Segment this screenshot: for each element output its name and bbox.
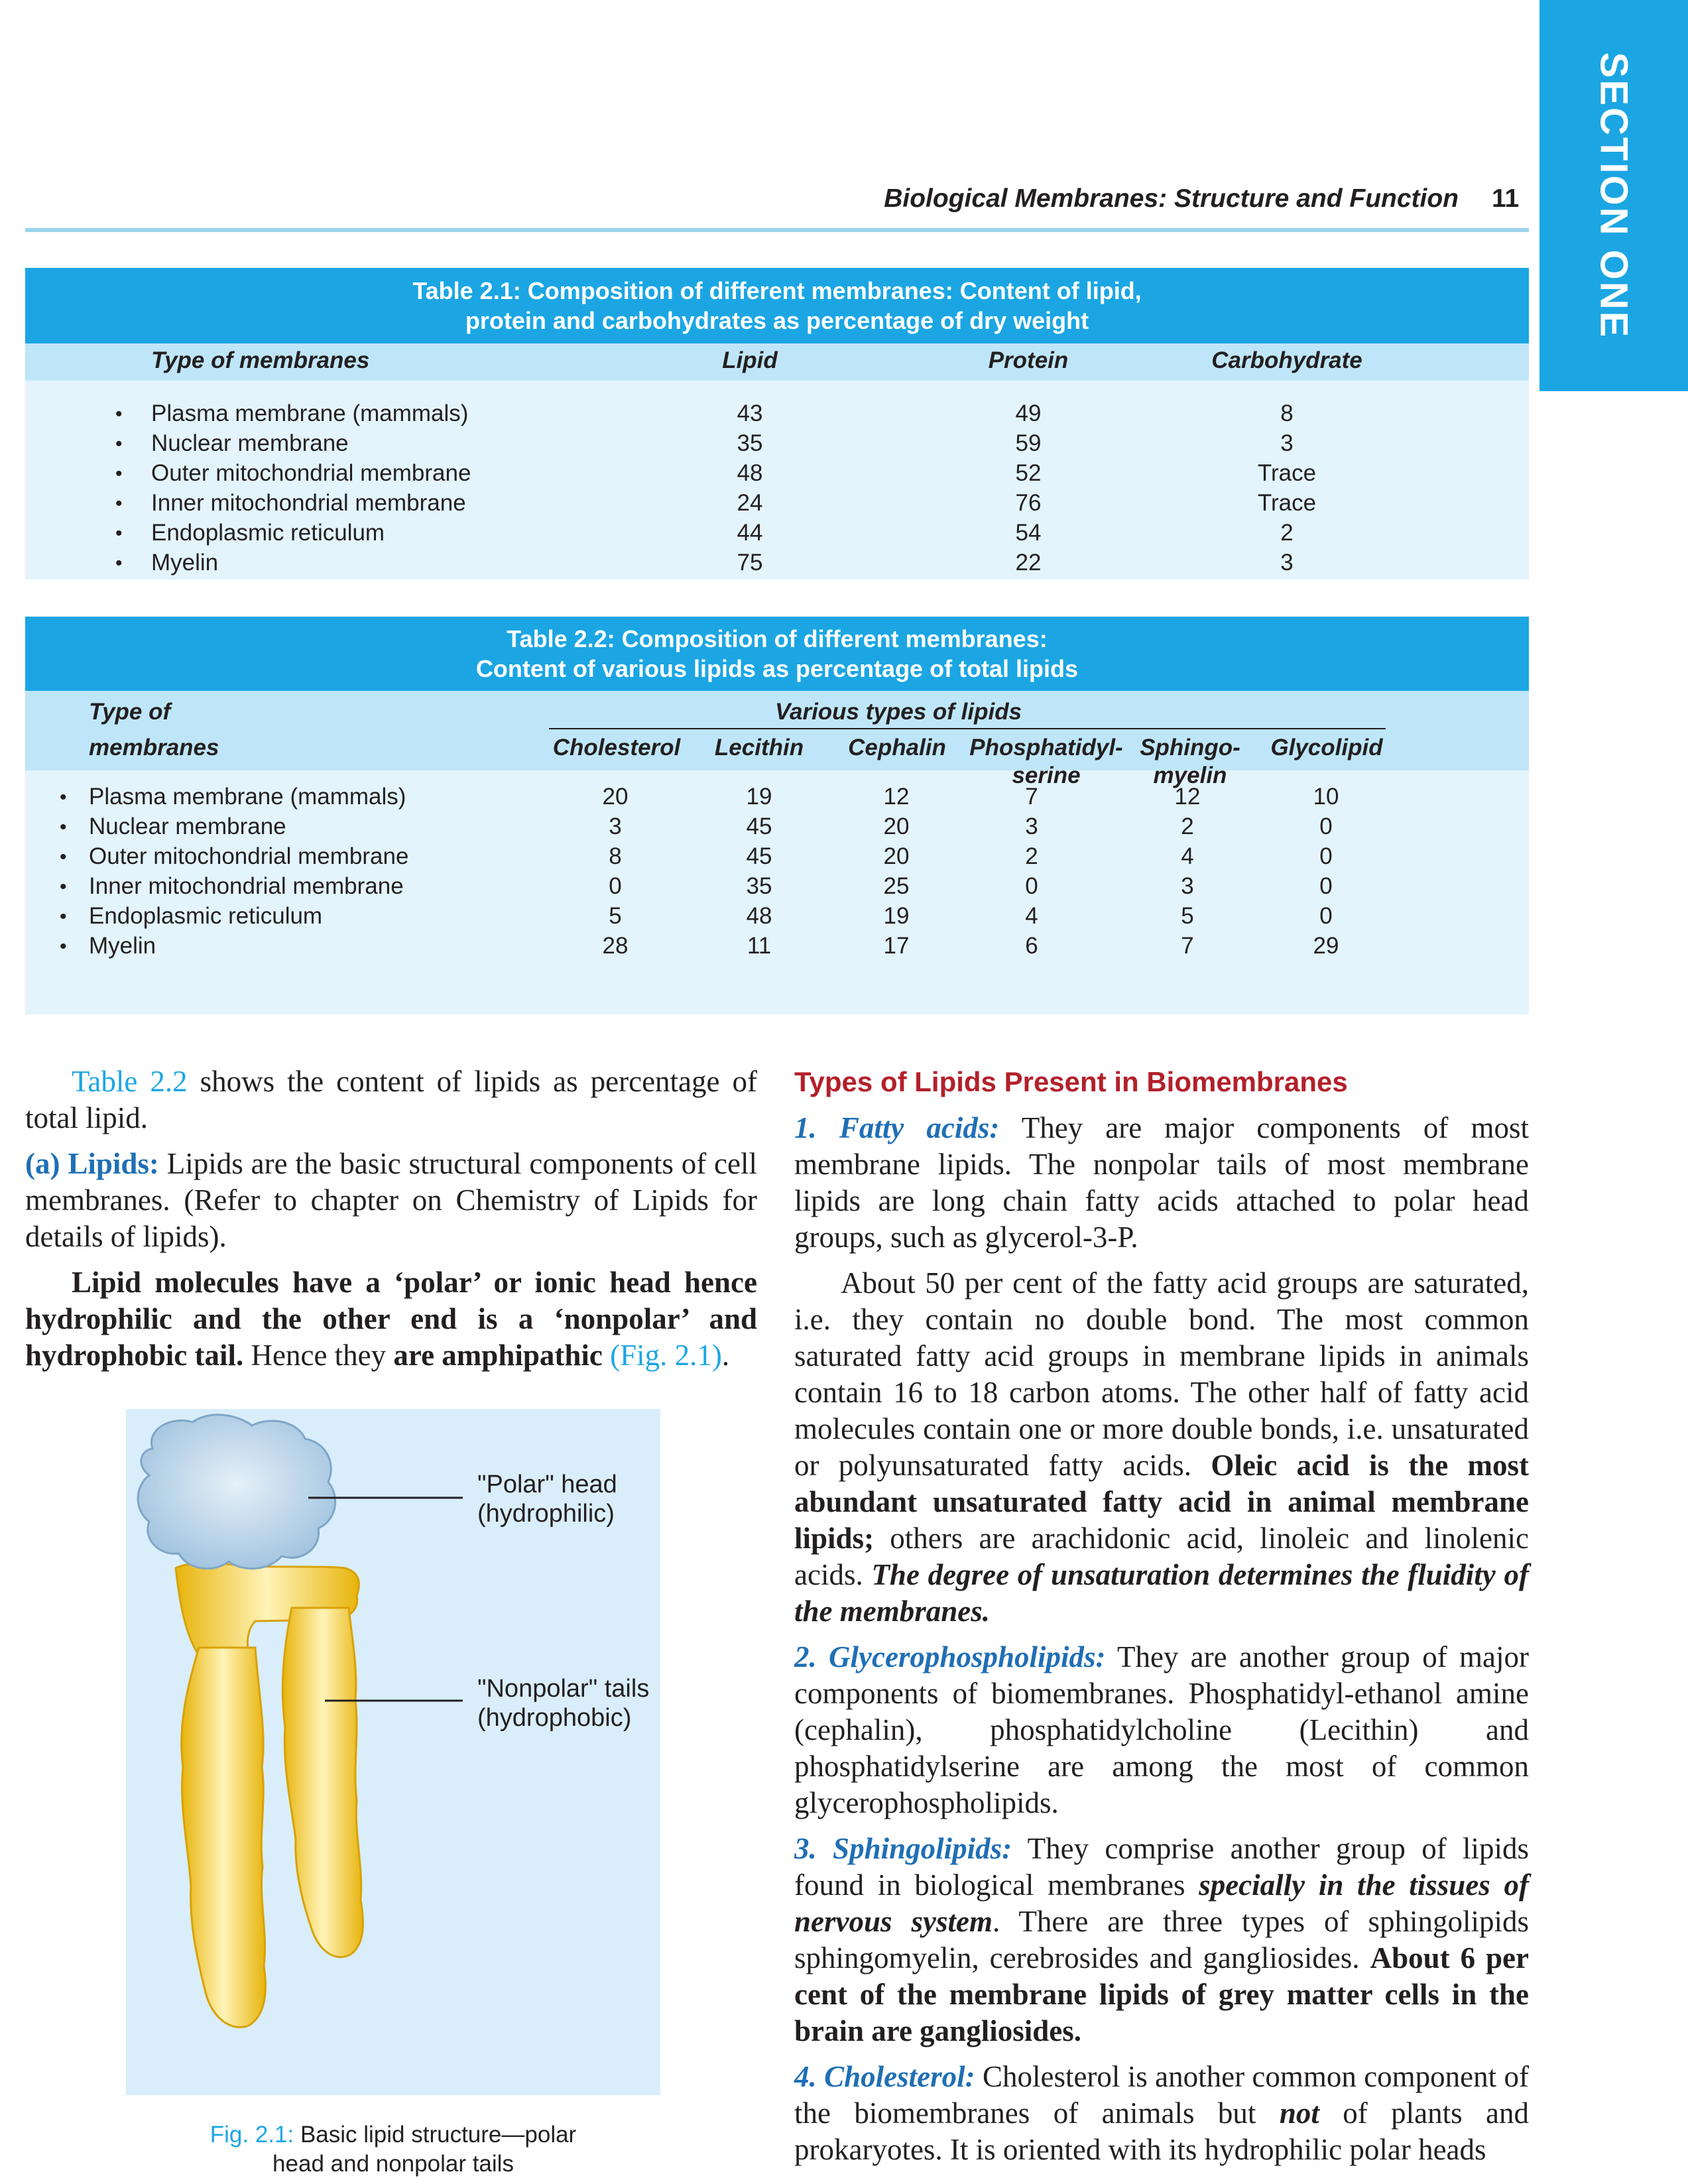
paragraph-text: They comprise another group of lipids found in biological membranes	[794, 1832, 1529, 1902]
table-reference[interactable]: Table 2.2	[72, 1065, 188, 1098]
table-cell: 19	[746, 784, 772, 810]
caption-line: head and nonpolar tails	[272, 2151, 514, 2177]
label-line: "Polar" head	[477, 1471, 617, 1498]
table-cell: 0	[609, 873, 622, 899]
table-cell: 0	[1319, 814, 1333, 839]
label-line: (hydrophilic)	[477, 1500, 615, 1528]
paragraph	[794, 1639, 1529, 1821]
left-tail	[182, 1648, 266, 2028]
table-cell: 11	[747, 933, 772, 959]
bullet: •	[115, 522, 123, 544]
paragraph	[25, 1063, 757, 1136]
table-row	[25, 814, 1529, 843]
table-cell: 28	[602, 933, 629, 959]
table-cell: 52	[1015, 460, 1042, 486]
paragraph-text: They are another group of major components of biomembranes. Phosphatidyl-ethanol amine (cephalin), phosphatidylcholine (Lecithin) and phosphatidylserine are among the most of common glycerophospholipids.	[794, 1640, 1529, 1819]
caption-text: Basic lipid structure—polar	[294, 2122, 577, 2148]
paragraph	[25, 1146, 757, 1255]
label-line: "Nonpolar" tails	[477, 1675, 650, 1703]
table-cell: 19	[883, 903, 910, 929]
table-row	[25, 873, 1529, 903]
membrane-name: Endoplasmic reticulum	[151, 520, 385, 546]
table-cell: 76	[1015, 490, 1042, 516]
table-cell: 7	[1025, 784, 1038, 810]
table-cell: 7	[1181, 933, 1194, 959]
membrane-name: Outer mitochondrial membrane	[89, 843, 409, 869]
table-cell: 12	[1174, 784, 1201, 810]
table-row	[25, 430, 1529, 460]
left-column	[25, 1063, 757, 1383]
table-cell: 35	[737, 430, 763, 456]
figure-caption	[126, 2120, 660, 2179]
paragraph-text: About 50 per cent of the fatty acid groups are saturated, i.e. they contain no double bond. The most common saturated fatty acid groups in membrane lipids in animals contain 16 to 18 carbon atoms. The other half of fatty acid molecules contain one or more double bonds, i.e. unsaturated or polyunsaturated fatty acids.	[794, 1266, 1529, 1482]
table-row	[25, 520, 1529, 550]
bullet: •	[115, 403, 123, 425]
column-header: Type of membranes	[151, 347, 370, 373]
table-cell: 2	[1181, 814, 1194, 839]
table-cell: 48	[746, 903, 772, 929]
caption-line	[126, 2120, 660, 2150]
paragraph	[794, 1831, 1529, 2049]
bullet: •	[60, 906, 67, 928]
table-cell: 25	[883, 873, 910, 899]
membrane-name: Inner mitochondrial membrane	[89, 873, 404, 899]
right-column	[794, 1063, 1529, 2177]
table-row	[25, 460, 1529, 490]
term-label: 2. Glycerophospholipids:	[794, 1640, 1106, 1673]
table-cell: 5	[1181, 903, 1194, 929]
column-header: Glycolipid	[1270, 735, 1383, 760]
table-cell: 4	[1181, 843, 1194, 869]
table-cell: 29	[1313, 933, 1339, 959]
bold-text: About 6 per cent of the membrane lipids of grey matter cells in the brain are gangliosides.	[794, 1941, 1529, 2047]
paragraph	[794, 2059, 1529, 2168]
paragraph	[25, 1264, 757, 1374]
table-cell: 22	[1015, 550, 1042, 576]
table-cell: 0	[1319, 843, 1333, 869]
paragraph-text: Cholesterol is another common component of the biomembranes of animals but	[794, 2060, 1529, 2130]
bold-italic-text: not	[1279, 2096, 1319, 2130]
bullet: •	[60, 816, 67, 838]
paragraph-text: shows the content of lipids as percentage of total lipid.	[25, 1065, 758, 1134]
paragraph-text: They are major components of most membrane lipids. The nonpolar tails of most membrane lipids are long chain fatty acids attached to polar head groups, such as glycerol-3-P.	[794, 1111, 1530, 1254]
polar-head-label	[477, 1470, 617, 1528]
table-cell: 10	[1313, 784, 1339, 810]
paragraph-text: Lipids are the basic structural components of cell membranes. (Refer to chapter on Chemistry of Lipids for details of lipids).	[25, 1147, 757, 1253]
table-row	[25, 843, 1529, 873]
column-header: membranes	[89, 735, 219, 760]
group-header: Various types of lipids	[774, 699, 1022, 725]
membrane-name: Outer mitochondrial membrane	[151, 460, 471, 486]
table-cell: 54	[1015, 520, 1042, 546]
table-cell: 24	[737, 490, 763, 516]
membrane-name: Myelin	[89, 933, 156, 959]
paragraph-text: Hence they	[243, 1339, 394, 1372]
bold-italic-text: The degree of unsaturation determines the fluidity of the membranes.	[794, 1558, 1529, 1628]
table-cell: 20	[602, 784, 629, 810]
column-header-line2: myelin	[1153, 762, 1227, 788]
table-cell: 48	[737, 460, 763, 486]
table-header-row	[25, 343, 1529, 381]
membrane-name: Nuclear membrane	[151, 430, 349, 456]
table-title-line: Table 2.1: Composition of different membranes: Content of lipid,	[412, 277, 1142, 304]
term-label: (a) Lipids:	[25, 1147, 159, 1180]
table-cell: 0	[1025, 873, 1038, 899]
table-2-1	[25, 268, 1529, 579]
table-cell: 45	[746, 843, 772, 869]
table-cell: 2	[1280, 520, 1294, 546]
table-cell: 8	[1280, 400, 1294, 426]
running-title: Biological Membranes: Structure and Function	[884, 184, 1459, 213]
section-tab-label: SECTION ONE	[1592, 52, 1636, 339]
table-cell: 20	[883, 814, 910, 839]
caption-label: Fig. 2.1:	[210, 2122, 294, 2148]
table-cell: 5	[609, 903, 622, 929]
page-number: 11	[1492, 184, 1520, 213]
bullet: •	[115, 463, 123, 485]
table-cell: 8	[609, 843, 622, 869]
paragraph	[794, 1265, 1529, 1630]
table-cell: 4	[1025, 903, 1038, 929]
term-label: 3. Sphingolipids:	[794, 1832, 1012, 1865]
bold-text: Oleic acid is the most abundant unsaturated fatty acid in animal membrane lipids;	[794, 1449, 1529, 1555]
bullet: •	[115, 493, 123, 515]
table-2-2	[25, 617, 1529, 1014]
table-title-line: Table 2.2: Composition of different membranes:	[507, 625, 1048, 652]
bold-text: are amphipathic	[393, 1339, 603, 1372]
table-cell: 12	[883, 784, 910, 810]
paragraph-text: of plants and prokaryotes. It is oriented with its hydrophilic polar heads	[794, 2096, 1529, 2166]
membrane-name: Plasma membrane (mammals)	[151, 400, 469, 426]
table-cell: 35	[746, 873, 772, 899]
table-row	[25, 903, 1529, 933]
table-cell: 3	[1280, 550, 1294, 576]
table-title-line: protein and carbohydrates as percentage of dry weight	[465, 307, 1089, 334]
column-header-line2: serine	[1012, 762, 1081, 788]
paragraph-text: others are arachidonic acid, linoleic and linolenic acids.	[794, 1522, 1529, 1591]
membrane-name: Endoplasmic reticulum	[89, 903, 323, 929]
bullet: •	[60, 936, 67, 957]
column-header: Lecithin	[714, 735, 804, 760]
section-tab	[1539, 0, 1688, 391]
membrane-name: Nuclear membrane	[89, 814, 286, 839]
table-cell: 6	[1025, 933, 1038, 959]
right-tail	[282, 1608, 363, 1957]
column-header: Type of	[89, 699, 171, 725]
table-cell: 3	[609, 814, 622, 839]
figure-reference[interactable]: (Fig. 2.1)	[602, 1339, 722, 1372]
bullet: •	[60, 846, 67, 868]
table-cell: 49	[1015, 400, 1042, 426]
column-header: Cephalin	[848, 735, 946, 760]
section-heading: Types of Lipids Present in Biomembranes	[794, 1066, 1348, 1097]
label-line: (hydrophobic)	[477, 1704, 632, 1732]
term-label: 1. Fatty acids:	[794, 1111, 1000, 1144]
table-cell: 3	[1280, 430, 1294, 456]
column-header: Cholesterol	[552, 735, 681, 760]
table-row	[25, 490, 1529, 520]
table-cell: 45	[746, 814, 772, 839]
table-row	[25, 400, 1529, 430]
table-row	[25, 933, 1529, 963]
table-cell: 59	[1015, 430, 1042, 456]
polar-head	[138, 1415, 335, 1569]
table-title	[25, 617, 1529, 691]
column-header: Phosphatidyl-	[969, 735, 1123, 760]
table-cell: 43	[737, 400, 763, 426]
bold-text: Lipid molecules have a ‘polar’ or ionic head hence hydrophilic and the other end is a ‘nonpolar’ and hydrophobic tail.	[25, 1266, 757, 1372]
column-header: Protein	[988, 347, 1069, 373]
nonpolar-tail-label	[477, 1674, 649, 1732]
bullet: •	[115, 552, 123, 574]
table-cell: Trace	[1257, 490, 1317, 516]
figure-lipid-structure	[126, 1409, 660, 2095]
table-header-row	[25, 691, 1529, 788]
table-cell: 2	[1025, 843, 1038, 869]
paragraph-text: .	[721, 1339, 730, 1372]
table-row	[25, 550, 1529, 579]
table-cell: 44	[737, 520, 763, 546]
table-cell: 0	[1319, 903, 1333, 929]
table-title-line: Content of various lipids as percentage of total lipids	[475, 655, 1079, 682]
table-cell: 75	[737, 550, 763, 576]
column-header: Sphingo-	[1140, 735, 1240, 760]
group-header-rule	[549, 728, 1386, 729]
bold-italic-text: specially in the tissues of nervous system	[794, 1868, 1529, 1938]
table-cell: 17	[883, 933, 910, 959]
table-cell: 3	[1181, 873, 1194, 899]
bullet: •	[60, 876, 67, 898]
membrane-name: Myelin	[151, 550, 219, 576]
table-cell: 20	[883, 843, 910, 869]
header-rule	[25, 228, 1529, 232]
table-cell: 0	[1319, 873, 1333, 899]
membrane-name: Plasma membrane (mammals)	[89, 784, 406, 810]
bullet: •	[60, 786, 67, 808]
table-cell: Trace	[1257, 460, 1317, 486]
column-header: Lipid	[722, 347, 778, 373]
table-row	[25, 784, 1529, 814]
membrane-name: Inner mitochondrial membrane	[151, 490, 466, 516]
bullet: •	[115, 433, 123, 455]
term-label: 4. Cholesterol:	[794, 2060, 975, 2093]
paragraph-text: . There are three types of sphingolipids sphingomyelin, cerebrosides and gangliosides.	[794, 1905, 1529, 1974]
column-header: Carbohydrate	[1211, 347, 1362, 373]
table-title	[25, 268, 1529, 343]
paragraph	[794, 1110, 1529, 1256]
table-cell: 3	[1025, 814, 1038, 839]
